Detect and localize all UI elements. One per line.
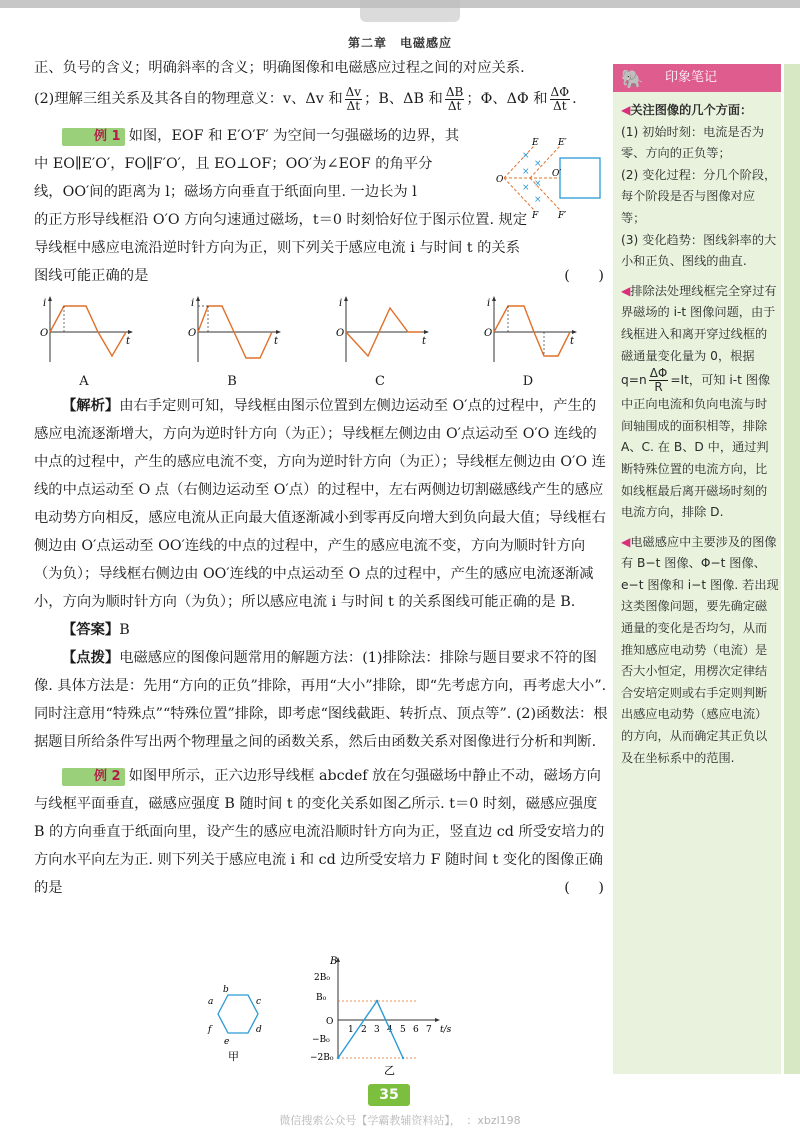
svg-text:6: 6 (413, 1025, 419, 1035)
fraction-db-dt: $\frac{\Delta B}{\Delta t}$ (445, 84, 464, 113)
triangle-icon: ◀ (621, 534, 631, 549)
fraction-dv-dt: $\frac{\Delta v}{\Delta t}$ (345, 84, 362, 113)
svg-text:t: t (274, 336, 279, 347)
svg-text:4: 4 (387, 1025, 393, 1035)
intro-line-2: (2)理解三组关系及其各自的物理意义：v、Δv 和 $\frac{\Delta v}{\Delta t}$ ；B、ΔB 和 $\frac{\Delta B}{\Delta t}$ ；Φ、ΔΦ 和 $\frac{\Delta\Phi}{\Delta t}$ . (34, 84, 577, 113)
svg-text:E′: E′ (558, 138, 567, 148)
svg-text:f: f (208, 1025, 212, 1035)
option-a-curve (50, 306, 126, 356)
svg-text:O: O (326, 1017, 334, 1027)
svg-text:×: × (522, 167, 530, 177)
svg-text:×: × (522, 151, 530, 161)
svg-text:i: i (191, 298, 195, 309)
footer-watermark: 微信搜索公众号【学霸教辅资料站】， ：xbzl198 (279, 1114, 521, 1127)
svg-text:e: e (224, 1037, 230, 1047)
option-graphs (34, 294, 608, 389)
note-2: ◀排除法处理线框完全穿过有界磁场的 i-t 图像问题，由于线框进入和离开穿过线框的磁通量变化量为 0，根据 q=n $\frac{\Delta\Phi}{R}$ =It，可知 i-t 图像中正向电流和负向电流与时间轴围成的面积相等，排除 A、C. 在 B、D 中，通过判断特殊位置的电流方向，比如线框最后离开磁场时刻的电流方向，排除 D. (621, 283, 777, 520)
option-d-graph (478, 294, 578, 389)
svg-text:t/s: t/s (440, 1025, 452, 1035)
page-edge-strip (784, 64, 800, 1074)
fraction-dphi-dt: $\frac{\Delta\Phi}{\Delta t}$ (550, 84, 570, 113)
svg-text:i: i (339, 298, 343, 309)
triangle-icon: ◀ (621, 103, 631, 117)
example-1-line-1: 例 1 如图，EOF 和 E′O′F′ 为空间一匀强磁场的边界，其 (34, 122, 608, 150)
note-1: ◀关注图像的几个方面： (1) 初始时刻：电流是否为零、方向的正负等； (2) 变化过程：分几个阶段，每个阶段是否与图像对应等； (3) 变化趋势：图线斜率的大小和正负、图线的曲直. (621, 103, 777, 269)
svg-text:×: × (534, 179, 542, 189)
example-1-line-5: 导线框中感应电流沿逆时针方向为正，则下列关于感应电流 i 与时间 t 的关系 (34, 240, 520, 256)
svg-text:−B₀: −B₀ (312, 1035, 330, 1045)
figure-b-caption: 乙 (384, 1064, 395, 1076)
example-1-line-6: 图线可能正确的是 ( ) (34, 262, 608, 290)
sidebar-notes (621, 100, 779, 777)
svg-text:t: t (422, 336, 427, 347)
svg-text:3: 3 (374, 1025, 380, 1035)
svg-text:2: 2 (361, 1025, 367, 1035)
svg-text:i: i (487, 298, 491, 309)
svg-text:b: b (223, 985, 229, 995)
svg-text:d: d (256, 1025, 262, 1035)
svg-text:×: × (522, 183, 530, 193)
svg-text:O: O (496, 175, 504, 185)
option-d-curve (494, 306, 570, 356)
svg-text:×: × (534, 159, 542, 169)
example-1-line-2: 中 EO∥E′O′，FO∥F′O′，且 EO⊥OF；OO′为∠EOF 的角平分 (34, 156, 433, 172)
bt-point (376, 1000, 378, 1002)
axis-i-label: i (43, 298, 47, 309)
answer-paragraph: 【答案】B (62, 622, 130, 638)
analysis-paragraph: 【解析】由右手定则可知，导线框由图示位置到左侧边运动至 O′点的过程中，产生的感应电流逐渐增大，方向为逆时针方向（为正）；导线框左侧边由 O′点运动至 O′O 连线的中点的过程中，产生的感应电流不变，方向为逆时针方向（为正）；导线框左侧边由 O′O 连线的中点运动至 O 点（右侧边运动至 O′点）的过程中，左右两侧边切割磁感线产生的感应电动势方向相反，感应电流从正向最大值逐渐减小到零再反向增大到负向最大值；导线框右侧边由 O′点运动至 OO′连线的中点的过程中，产生的感应电流不变，方向为顺时针方向（为负）；导线框右侧边由 OO′连线的中点运动至 O 点的过程中，产生的感应电流逐渐减小，方向为顺时针方向（为负）；所以感应电流 i 与时间 t 的关系图线可能正确的是 B. (34, 398, 606, 610)
svg-text:t: t (570, 336, 575, 347)
intro-line-1: 正、负号的含义；明确斜率的含义；明确图像和电磁感应过程之间的对应关系. (34, 60, 525, 76)
chapter-title: 第二章 电磁感应 (347, 36, 452, 50)
tip-paragraph: 【点拨】电磁感应的图像问题常用的解题方法：(1)排除法：排除与题目要求不符的图像. 具体方法是：先用“方向的正负”排除，再用“大小”排除，即“先考虑方向，再考虑大小”. 同时注意用“特殊点”“特殊位置”排除，即考虑“图线截距、转折点、顶点等”. (2)函数法：根据题目所给条件写出两个物理量之间的函数关系，然后由函数关系对图像进行分析和判断. (34, 650, 608, 750)
example-1-line-4: 的正方形导线框沿 O′O 方向匀速通过磁场，t＝0 时刻恰好位于图示位置. 规定 (34, 212, 528, 228)
note-3: ◀电磁感应中主要涉及的图像有 B−t 图像、Φ−t 图像、e−t 图像和 i−t 图像. 若出现这类图像问题，要先确定磁通量的变化是否均匀，从而推知感应电动势（电流）是否大小恒定，用楞次定律结合安培定则或右手定则判断出感应电动势（感应电流）的方向，从而确定其正负以及在坐标系中的范围. (621, 534, 779, 765)
svg-text:c: c (256, 997, 262, 1007)
answer-bracket-2: ( ) (564, 880, 604, 896)
fraction-dphi-r: $\frac{\Delta\Phi}{R}$ (649, 366, 668, 395)
option-c-graph (330, 294, 430, 389)
svg-text:×: × (534, 195, 542, 205)
bt-point (402, 1057, 404, 1059)
svg-text:1: 1 (348, 1025, 354, 1035)
svg-text:O: O (484, 328, 493, 339)
svg-text:F: F (532, 211, 539, 220)
example-2-figures (190, 952, 460, 1076)
elephant-icon: 🐘 (621, 69, 644, 90)
axis-t-label: t (126, 336, 131, 347)
square-loop (560, 158, 600, 198)
svg-text:O: O (336, 328, 345, 339)
svg-text:F′: F′ (558, 211, 567, 220)
triangle-icon: ◀ (621, 283, 631, 298)
svg-text:E: E (532, 138, 539, 148)
svg-text:B₀: B₀ (316, 993, 327, 1003)
svg-text:O: O (188, 328, 197, 339)
bt-y-label: B (330, 956, 338, 967)
hexagon-loop (218, 995, 258, 1033)
sidebar-title: 🐘 印象笔记 (613, 64, 781, 92)
svg-text:−2B₀: −2B₀ (310, 1053, 334, 1063)
option-a-label: A (79, 374, 89, 389)
svg-text:5: 5 (400, 1025, 406, 1035)
bt-graph (310, 956, 452, 1076)
field-region-figure (494, 136, 606, 220)
option-d-label: D (522, 374, 534, 389)
example-1-tag: 例 1 (62, 128, 125, 146)
option-b-graph (182, 294, 282, 389)
example-2-paragraph: 例 2 如图甲所示，正六边形导线框 abcdef 放在匀强磁场中静止不动，磁场方向与线框平面垂直，磁感应强度 B 随时间 t 的变化关系如图乙所示. t＝0 时刻，磁感应强度 B 的方向垂直于纸面向里，设产生的感应电流沿顺时针方向为正，竖直边 cd 所受安培力的方向水平向左为正. 则下列关于感应电流 i 和 cd 边所受安培力 F 随时间 t 变化的图像正确的是 ( ) (34, 762, 608, 902)
option-c-label: C (375, 374, 385, 389)
figure-a-caption: 甲 (228, 1050, 239, 1063)
example-1-line-3: 线，OO′间的距离为 l；磁场方向垂直于纸面向里. 一边长为 l (34, 184, 417, 200)
header-watermark (360, 0, 460, 22)
option-b-label: B (227, 374, 237, 389)
page-number: 35 (368, 1084, 410, 1106)
origin-label: O (40, 328, 49, 339)
svg-text:a: a (208, 997, 214, 1007)
svg-text:2B₀: 2B₀ (314, 973, 330, 983)
example-2-tag: 例 2 (62, 768, 125, 786)
svg-text:O′: O′ (552, 169, 562, 179)
svg-text:7: 7 (426, 1025, 432, 1035)
answer-bracket: ( ) (564, 268, 604, 284)
option-a-graph (34, 294, 134, 389)
bt-point (337, 1057, 339, 1059)
